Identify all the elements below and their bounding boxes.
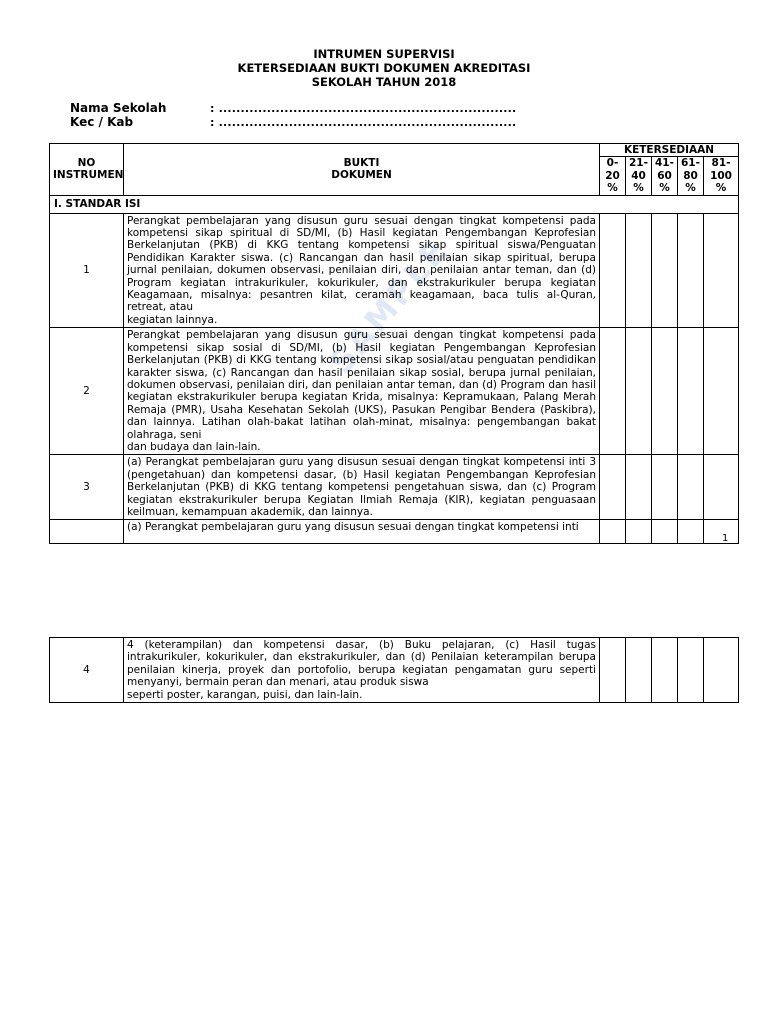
checkbox-cell-81-100[interactable] <box>704 455 739 520</box>
checkbox-cell-81-100[interactable] <box>704 638 739 703</box>
row-text: (a) Perangkat pembelajaran guru yang disusun sesuai dengan tingkat kompetensi inti 3 (pengetahuan) dan kompetensi dasar, (b) Hasil kegiatan Pengembangan Keprofesian Berkelanjutan (PKB) di KKG tentang kompetensi pengetahuan siswa, dan (c) Program kegiatan ekstrakurikuler berupa Kegiatan Ilmiah Remaja (KIR), kegiatan penguasaan keilmuan, kemampuan akademik, dan lainnya. <box>127 456 596 518</box>
column-header-bukti <box>124 144 600 196</box>
checkbox-cell-61-80[interactable] <box>678 328 704 455</box>
row-description <box>124 455 600 520</box>
column-header-pct: 61-80 % <box>678 157 704 195</box>
column-header-ketersediaan: KETERSEDIAAN <box>600 144 739 157</box>
row-description <box>124 328 600 455</box>
table-row <box>50 328 739 455</box>
table-row <box>50 520 739 544</box>
checkbox-cell-21-40[interactable] <box>626 520 652 544</box>
checkbox-cell-41-60[interactable] <box>652 213 678 328</box>
checkbox-cell-61-80[interactable] <box>678 520 704 544</box>
checkbox-cell-0-20[interactable] <box>600 213 626 328</box>
row-text: (a) Perangkat pembelajaran guru yang disusun sesuai dengan tingkat kompetensi inti <box>127 521 579 534</box>
table-row <box>50 213 739 328</box>
checkbox-cell-21-40[interactable] <box>626 328 652 455</box>
row-text-tail: seperti poster, karangan, puisi, dan lain-lain. <box>127 688 363 701</box>
checkbox-cell-0-20[interactable] <box>600 328 626 455</box>
row-number: 1 <box>50 213 124 328</box>
table-row <box>50 455 739 520</box>
document-title-line3: SEKOLAH TAHUN 2018 <box>311 75 457 89</box>
checkbox-cell-0-20[interactable] <box>600 520 626 544</box>
school-name-value: : .................................................................... <box>210 102 517 115</box>
row-description <box>124 638 600 703</box>
watermark: SAMPLE <box>321 231 456 381</box>
row-description <box>124 520 600 544</box>
checkbox-cell-81-100[interactable] <box>704 328 739 455</box>
table-row <box>50 638 739 703</box>
checkbox-cell-61-80[interactable] <box>678 213 704 328</box>
checkbox-cell-0-20[interactable] <box>600 455 626 520</box>
column-header-pct: 0-20 % <box>600 157 626 195</box>
checkbox-cell-41-60[interactable] <box>652 520 678 544</box>
section-title-standar-isi: I. STANDAR ISI <box>50 195 739 213</box>
column-header-pct: 81-100 % <box>704 157 739 195</box>
row-text: 4 (keterampilan) dan kompetensi dasar, (b) Buku pelajaran, (c) Hasil tugas intrakurikuler, kokurikuler, dan ekstrakurikuler, dan (d) Penilaian keterampilan berupa penilaian kinerja, proyek dan portofolio, berupa kegiatan pengamatan guru seperti menyanyi, bermain peran dan menari, atau produk siswa <box>127 639 596 689</box>
page-number: 1 <box>722 533 729 544</box>
supervision-table-page2 <box>49 637 739 703</box>
row-text: Perangkat pembelajaran yang disusun guru sesuai dengan tingkat kompetensi pada kompetensi sikap sosial di SD/MI, (b) Hasil kegiatan Pengembangan Keprofesian Berkelanjutan (PKB) di KKG tentang kompetensi sikap sosial/atau penguatan pendidikan karakter siswa, (c) Rancangan dan hasil penilaian sikap sosial, berupa jurnal penilaian, dokumen observasi, penilaian diri, dan penilaian antar teman, dan (d) Program dan hasil kegiatan ekstrakurikuler berupa kegiatan Krida, misalnya: Kepramukaan, Palang Merah Remaja (PMR), Usaha Kesehatan Sekolah (UKS), Pasukan Pengibar Bendera (Paskibra), dan lainnya. Latihan olah-bakat latihan olah-minat, misalnya: pengembangan bakat olahraga, seni <box>127 329 596 441</box>
checkbox-cell-81-100[interactable] <box>704 213 739 328</box>
row-number: 4 <box>50 638 124 703</box>
school-name-label: Nama Sekolah <box>70 101 167 115</box>
document-title-line1: INTRUMEN SUPERVISI <box>313 47 455 61</box>
district-value: : .................................................................... <box>210 116 517 129</box>
row-number: 2 <box>50 328 124 455</box>
column-header-pct: 21-40 % <box>626 157 652 195</box>
checkbox-cell-21-40[interactable] <box>626 455 652 520</box>
column-header-no: NO INSTRUMEN <box>50 144 124 196</box>
row-text: Perangkat pembelajaran yang disusun guru sesuai dengan tingkat kompetensi pada kompetensi sikap spiritual di SD/MI, (b) Hasil kegiatan Pengembangan Keprofesian Berkelanjutan (PKB) di KKG tentang kompetensi sikap spiritual siswa/Penguatan Pendidikan Karakter siswa. (c) Rancangan dan hasil penilaian sikap spiritual, berupa jurnal penilaian, dokumen observasi, penilaian diri, dan penilaian antar teman, dan (d) Program kegiatan intrakurikuler, kokurikuler, dan ekstrakurikuler berupa kegiatan Keagamaan, misalnya: pesantren kilat, ceramah keagamaan, baca tulis al-Quran, retreat, atau <box>127 214 596 314</box>
checkbox-cell-61-80[interactable] <box>678 638 704 703</box>
row-text-tail: kegiatan lainnya. <box>127 313 218 326</box>
checkbox-cell-41-60[interactable] <box>652 638 678 703</box>
column-header-bukti-line1: BUKTI <box>343 156 380 169</box>
checkbox-cell-61-80[interactable] <box>678 455 704 520</box>
document-title-line2: KETERSEDIAAN BUKTI DOKUMEN AKREDITASI <box>237 61 531 75</box>
row-number: 3 <box>50 455 124 520</box>
checkbox-cell-0-20[interactable] <box>600 638 626 703</box>
checkbox-cell-41-60[interactable] <box>652 455 678 520</box>
checkbox-cell-41-60[interactable] <box>652 328 678 455</box>
column-header-pct: 41-60 % <box>652 157 678 195</box>
row-text-tail: dan budaya dan lain-lain. <box>127 440 261 453</box>
supervision-table <box>49 143 739 544</box>
district-label: Kec / Kab <box>70 115 134 129</box>
column-header-bukti-line2: DOKUMEN <box>331 169 392 182</box>
row-description <box>124 213 600 328</box>
checkbox-cell-21-40[interactable] <box>626 638 652 703</box>
row-number <box>50 520 124 544</box>
checkbox-cell-21-40[interactable] <box>626 213 652 328</box>
